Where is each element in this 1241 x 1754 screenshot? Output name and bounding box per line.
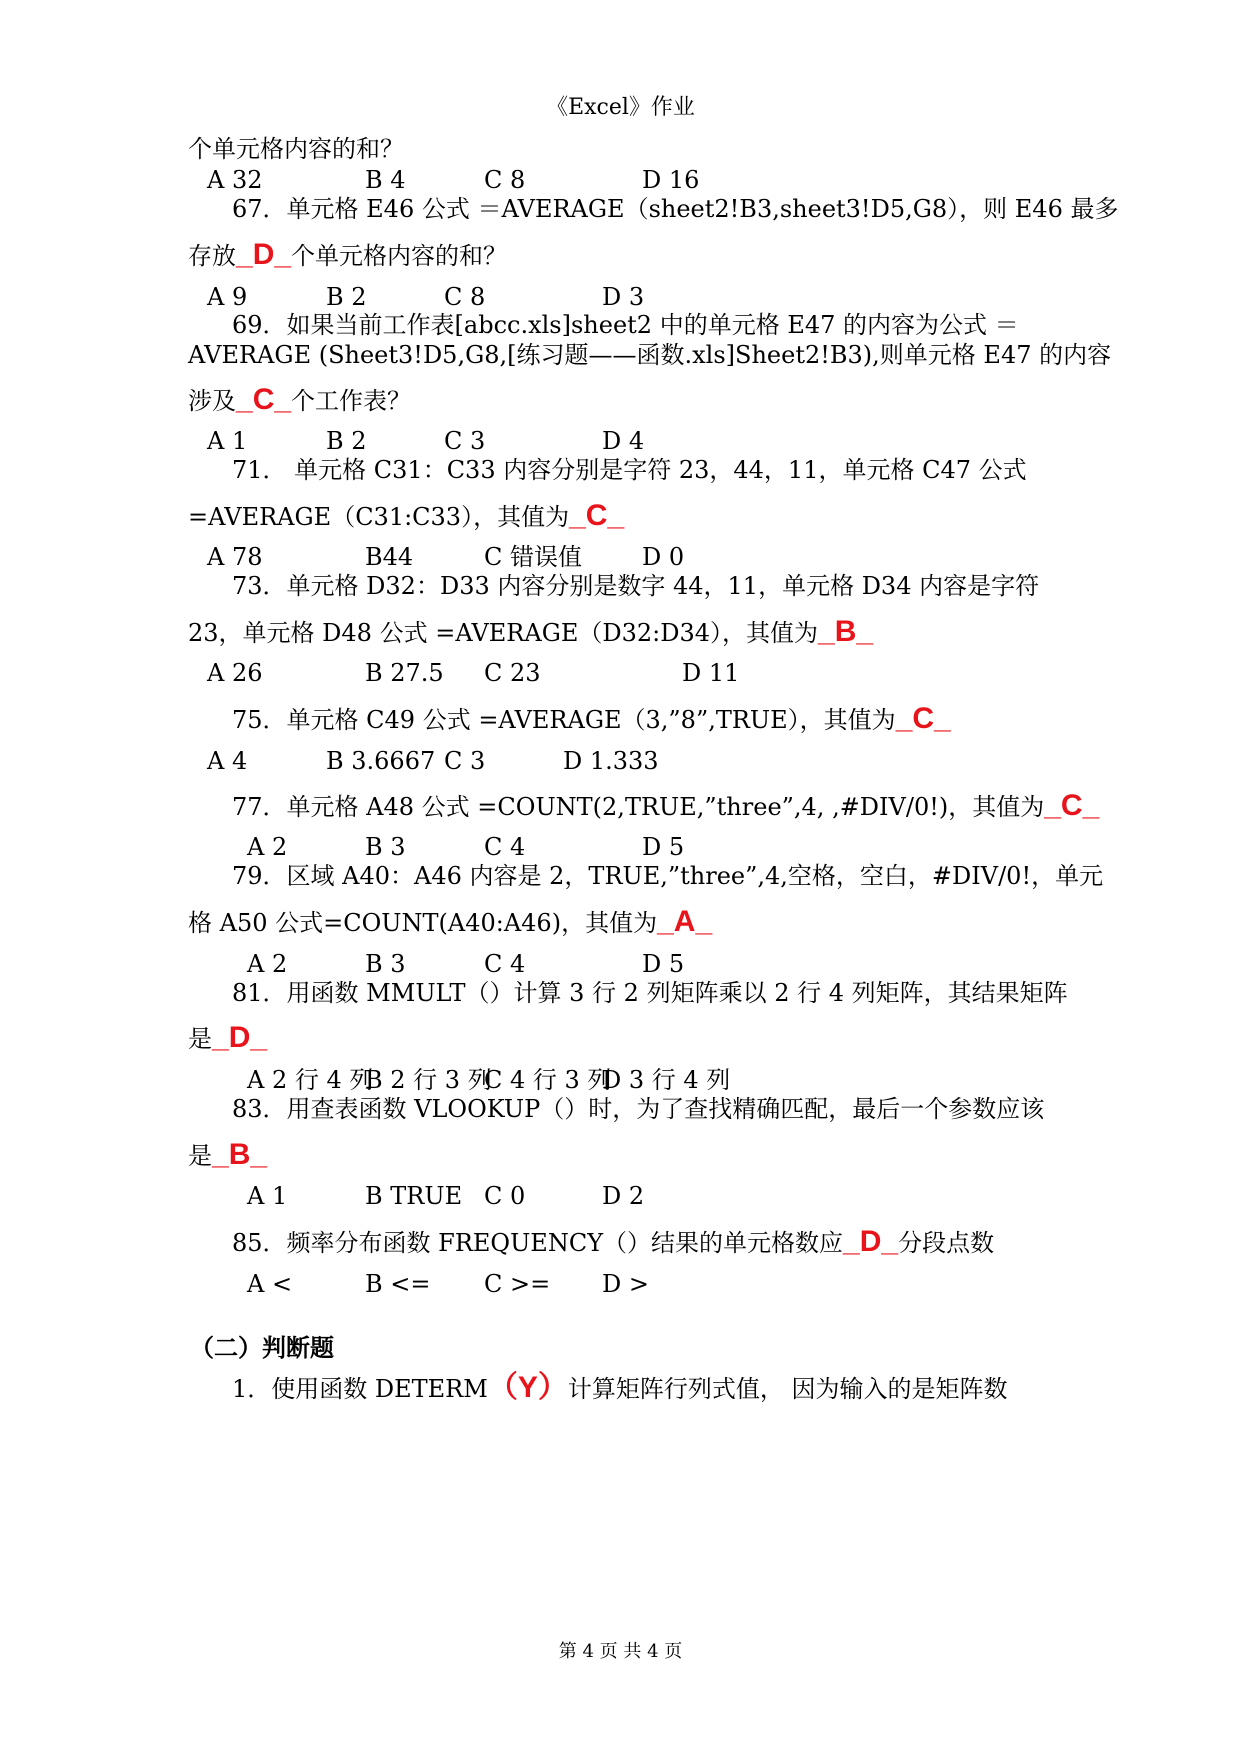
question-text: 存放_D_个单元格内容的和？ [188, 238, 508, 271]
option-c: C 8 [484, 166, 526, 194]
option-d: D 2 [602, 1182, 645, 1210]
option-d: D 0 [642, 543, 685, 571]
question-text: 是_B_ [188, 1138, 268, 1171]
option-a: A 2 [247, 833, 288, 861]
option-c: C 4 [484, 950, 526, 978]
judge-question: 1．使用函数 DETERM（Y）计算矩阵行列式值， 因为输入的是矩阵数 [232, 1371, 1008, 1404]
page-footer: 第 4 页 共 4 页 [558, 1641, 683, 1662]
option-a: A 1 [247, 1182, 288, 1210]
option-a: A 4 [207, 747, 248, 775]
option-c: C 4 [484, 833, 526, 861]
answer-mark: _D_ [236, 238, 292, 271]
question-text: 85．频率分布函数 FREQUENCY（）结果的单元格数应_D_分段点数 [232, 1225, 995, 1258]
question-text: 71． 单元格 C31：C33 内容分别是字符 23，44，11，单元格 C47 公式 [232, 456, 1027, 484]
option-a: A 26 [207, 659, 263, 687]
answer-mark: _B_ [212, 1138, 268, 1171]
option-a: A 9 [207, 283, 248, 311]
question-text: 涉及_C_个工作表？ [188, 383, 412, 416]
option-c: C >= [484, 1270, 551, 1298]
answer-mark: _A_ [657, 905, 713, 938]
question-text: 77．单元格 A48 公式 =COUNT(2,TRUE,”three”,4, ,#DIV/0!)，其值为_C_ [232, 789, 1100, 822]
option-b: B <= [365, 1270, 431, 1298]
option-b: B 3 [365, 950, 406, 978]
option-b: B 3 [365, 833, 406, 861]
option-c: C 3 [444, 427, 486, 455]
option-d: D 5 [642, 950, 685, 978]
option-b: B 2 [326, 427, 367, 455]
option-b: B 2 行 3 列 [365, 1066, 492, 1094]
section-title: （二）判断题 [190, 1333, 334, 1362]
option-a: A 78 [207, 543, 263, 571]
answer-mark: _D_ [212, 1021, 268, 1054]
answer-mark: _C_ [1044, 789, 1100, 822]
option-d: D 3 行 4 列 [602, 1066, 731, 1094]
question-text: 67．单元格 E46 公式 ＝AVERAGE（sheet2!B3,sheet3!D5,G8），则 E46 最多 [232, 195, 1119, 223]
option-b: B 2 [326, 283, 367, 311]
question-text: 75．单元格 C49 公式 =AVERAGE（3,”8”,TRUE），其值为_C_ [232, 702, 951, 735]
answer-mark: （Y） [487, 1371, 568, 1404]
option-a: A < [247, 1270, 293, 1298]
option-d: D 5 [642, 833, 685, 861]
question-text: 79．区域 A40：A46 内容是 2，TRUE,”three”,4,空格，空白，#DIV/0!，单元 [232, 862, 1104, 890]
option-d: D 3 [602, 283, 645, 311]
question-text: 个单元格内容的和？ [188, 135, 404, 163]
question-text: 是_D_ [188, 1021, 268, 1054]
option-a: A 1 [207, 427, 248, 455]
option-c: C 错误值 [484, 543, 582, 571]
question-text: 73．单元格 D32：D33 内容分别是数字 44，11，单元格 D34 内容是字符 [232, 572, 1040, 600]
option-c: C 4 行 3 列 [484, 1066, 612, 1094]
question-text: 格 A50 公式=COUNT(A40:A46)，其值为_A_ [188, 905, 713, 938]
option-c: C 8 [444, 283, 486, 311]
option-b: B TRUE [365, 1182, 463, 1210]
answer-mark: _B_ [818, 615, 874, 648]
option-c: C 0 [484, 1182, 526, 1210]
option-b: B 3.6667 [326, 747, 436, 775]
question-text: 23，单元格 D48 公式 =AVERAGE（D32:D34），其值为_B_ [188, 615, 874, 648]
question-text: 69．如果当前工作表[abcc.xls]sheet2 中的单元格 E47 的内容为公式 ＝ [232, 311, 1019, 339]
option-d: D 4 [602, 427, 645, 455]
option-a: A 2 [247, 950, 288, 978]
question-text: =AVERAGE（C31:C33），其值为_C_ [188, 499, 625, 532]
page-header: 《Excel》作业 [546, 95, 695, 120]
answer-mark: _C_ [569, 499, 625, 532]
option-c: C 3 [444, 747, 486, 775]
question-text: 81．用函数 MMULT（）计算 3 行 2 列矩阵乘以 2 行 4 列矩阵，其结果矩阵 [232, 979, 1068, 1007]
question-text: 83．用查表函数 VLOOKUP（）时，为了查找精确匹配，最后一个参数应该 [232, 1095, 1045, 1123]
option-b: B44 [365, 543, 414, 571]
option-c: C 23 [484, 659, 541, 687]
option-a: A 2 行 4 列 [247, 1066, 374, 1094]
option-a: A 32 [207, 166, 263, 194]
answer-mark: _C_ [895, 702, 951, 735]
answer-mark: _C_ [236, 383, 292, 416]
option-d: D > [602, 1270, 649, 1298]
question-text: AVERAGE (Sheet3!D5,G8,[练习题——函数.xls]Sheet2!B3),则单元格 E47 的内容 [188, 341, 1112, 369]
answer-mark: _D_ [843, 1225, 899, 1258]
option-b: B 27.5 [365, 659, 444, 687]
option-d: D 1.333 [563, 747, 659, 775]
option-d: D 11 [682, 659, 740, 687]
option-b: B 4 [365, 166, 406, 194]
option-d: D 16 [642, 166, 700, 194]
